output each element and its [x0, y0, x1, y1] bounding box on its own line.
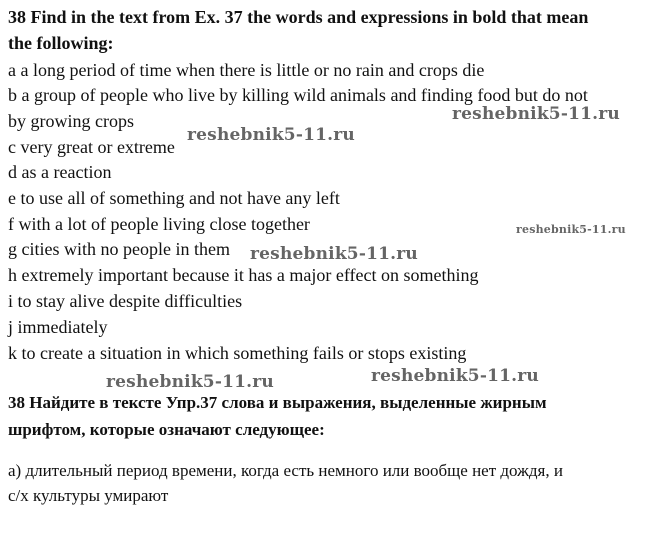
russian-answer-line-2: с/х культуры умирают	[8, 486, 169, 505]
definition-item-c: c very great or extreme	[8, 137, 175, 157]
definition-item-a: a a long period of time when there is little or no rain and crops die	[8, 60, 485, 80]
definition-item-f: f with a lot of people living close together	[8, 214, 310, 234]
exercise-heading-line-2: the following:	[8, 33, 114, 53]
russian-answer-line-1: а) длительный период времени, когда есть немного или вообще нет дождя, и	[8, 461, 563, 480]
watermark: reshebnik5-11.ru	[187, 125, 355, 145]
watermark: reshebnik5-11.ru	[516, 223, 626, 236]
watermark: reshebnik5-11.ru	[452, 104, 620, 124]
definition-item-h: h extremely important because it has a major effect on something	[8, 265, 479, 285]
definition-item-k: k to create a situation in which something fails or stops existing	[8, 343, 467, 363]
definition-item-d: d as a reaction	[8, 162, 112, 182]
russian-heading-line-2: шрифтом, которые означают следующее:	[8, 420, 325, 439]
watermark: reshebnik5-11.ru	[371, 366, 539, 386]
watermark: reshebnik5-11.ru	[250, 244, 418, 264]
exercise-heading-line-1: 38 Find in the text from Ex. 37 the words and expressions in bold that mean	[8, 7, 589, 27]
definition-item-e: e to use all of something and not have any left	[8, 188, 340, 208]
watermark: reshebnik5-11.ru	[106, 372, 274, 392]
definition-item-b-continued: by growing crops	[8, 111, 134, 131]
definition-item-j: j immediately	[8, 317, 108, 337]
definition-item-b: b a group of people who live by killing wild animals and finding food but do not	[8, 85, 588, 105]
russian-heading-line-1: 38 Найдите в тексте Упр.37 слова и выражения, выделенные жирным	[8, 393, 547, 412]
definition-item-i: i to stay alive despite difficulties	[8, 291, 243, 311]
definition-item-g: g cities with no people in them	[8, 239, 230, 259]
